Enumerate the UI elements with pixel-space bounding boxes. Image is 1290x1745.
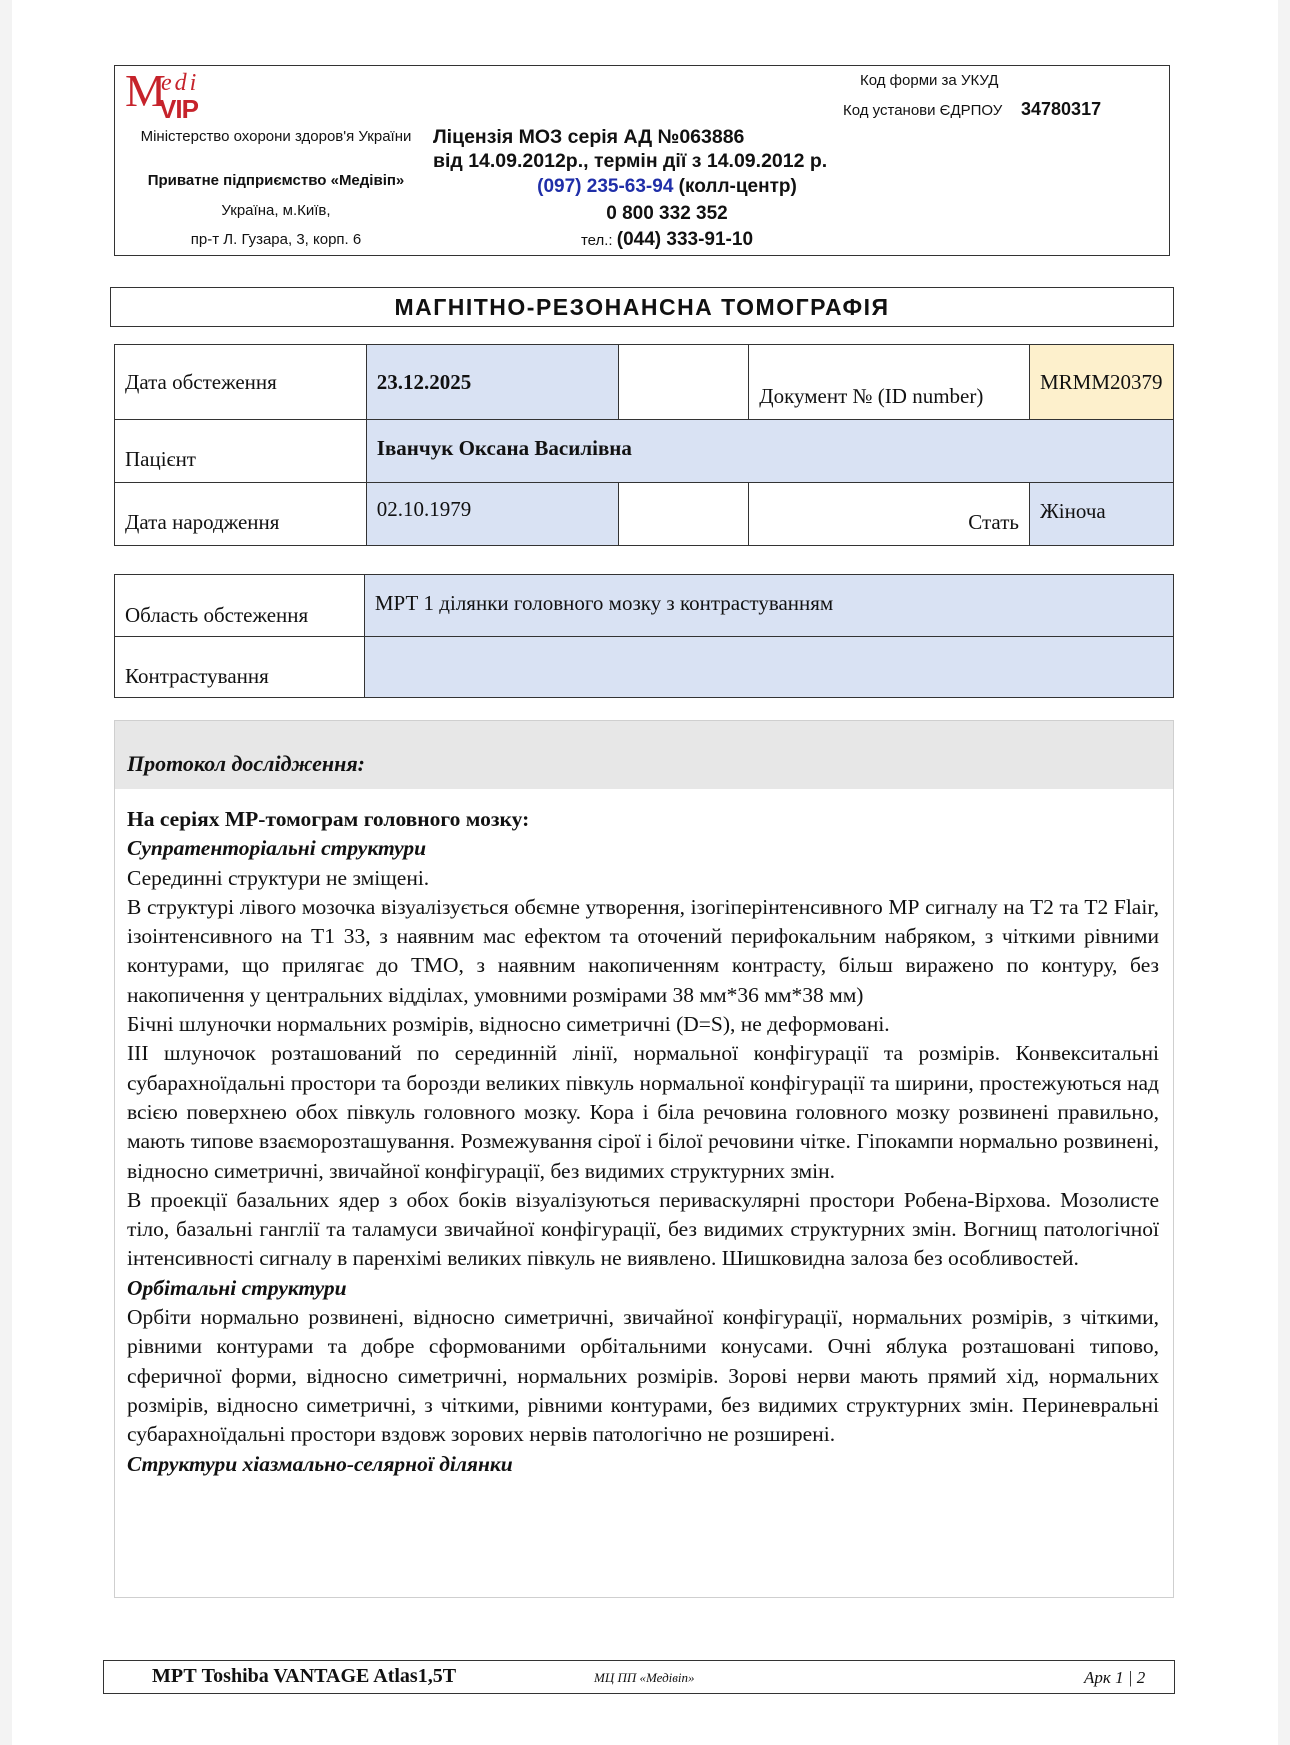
empty-cell: [618, 483, 749, 546]
phone-free[interactable]: 0 800 332 352: [606, 203, 728, 224]
paragraph: ІІІ шлуночок розташований по серединній лінії, нормальної конфігурації та розмірів. Конвекситальні субарахноїдальні простори та борозди великих півкуль нормальної конфігурації та ширини, простежуються над всією поверхнею обох півкуль головного мозку. Кора і біла речовина головного мозку розвинені правильно, мають типове взаєморозташування. Розмежування сірої і білої речовини чітке. Гіпокампи нормально розвинені, відносно симетричні, звичайної конфігурації, без видимих структурних змін.: [127, 1041, 1159, 1183]
exam-area-label: Область обстеження: [115, 575, 365, 637]
protocol-section: [114, 720, 1174, 1598]
protocol-intro: На серіях МР-томограм головного мозку:: [127, 807, 530, 831]
protocol-body: [127, 805, 1159, 1479]
phone-city[interactable]: (044) 333-91-10: [616, 229, 754, 250]
paragraph: В проекції базальних ядер з обох боків візуалізуються периваскулярні простори Робена-Вірхова. Мозолисте тіло, базальні ганглії та таламуси звичайної конфігурації, без видимих структурних змін. Вогнищ патологічної інтенсивності сигналу в паренхімі великих півкуль не виявлено. Шишковидна залоза без особливостей.: [127, 1187, 1159, 1271]
paragraph: В структурі лівого мозочка візуалізується обємне утворення, ізогіперінтенсивного МР сигналу на Т2 та Т2 Flair, ізоінтенсивного на Т1 33, з наявним мас ефектом та оточений перифокальним набряком, з чіткими рівними контурами, що прилягає до ТМО, з наявним накопиченням контрасту, більш виражено по контуру, без накопичення у центральних відділах, умовними розмірами 38 мм*36 мм*38 мм): [127, 894, 1159, 1007]
phone-mobile-line: [437, 176, 897, 198]
exam-date-value: 23.12.2025: [366, 345, 618, 420]
device-name: МРТ Toshiba VANTAGE Atlas1,5Т: [152, 1665, 457, 1687]
medivip-logo: M edi VIP: [125, 65, 200, 124]
ministry-text: Міністерство охорони здоров'я України: [140, 128, 412, 145]
paragraph: Серединні структури не зміщені.: [127, 865, 430, 890]
section-heading-orbital: Орбітальні структури: [127, 1275, 347, 1300]
page-footer: [103, 1660, 1175, 1694]
document-title: МАГНІТНО-РЕЗОНАНСНА ТОМОГРАФІЯ: [110, 287, 1174, 327]
patient-label: Пацієнт: [115, 420, 367, 483]
edrpou-value: 34780317: [1021, 99, 1102, 119]
phone-city-label: тел.:: [580, 232, 617, 249]
company-name: Приватне підприємство «Медівіп»: [147, 172, 405, 189]
paragraph: Орбіти нормально розвинені, відносно симетричні, звичайної конфігурації, нормальних розмірів, з чіткими, рівними контурами та добре сформованими орбітальними конусами. Очні яблука розташовані типово, сферичної форми, відносно симетричні, нормальних розмірів. Зорові нерви мають прямий хід, нормальних розмірів, відносно симетричні, з чіткими, рівними контурами, без видимих структурних змін. Периневральні субарахноїдальні простори вздовж зорових нервів патологічно не розширені.: [127, 1305, 1159, 1447]
center-name: МЦ ПП «Медівіп»: [594, 1670, 695, 1685]
phone-city-line: [437, 229, 897, 251]
contrast-label: Контрастування: [115, 637, 365, 698]
protocol-heading: Протокол дослідження:: [127, 751, 365, 776]
sex-label: Стать: [749, 483, 1030, 546]
section-heading-supratentorial: Супратенторіальні структури: [127, 836, 427, 861]
dob-value: 02.10.1979: [366, 483, 618, 546]
protocol-header: [115, 721, 1173, 789]
license-line-1: Ліцензія МОЗ серія АД №063886: [433, 126, 745, 148]
phone-mobile-note: (колл-центр): [673, 176, 797, 197]
paragraph: Бічні шлуночки нормальних розмірів, відносно симетричні (D=S), не деформовані.: [127, 1012, 890, 1037]
dob-label: Дата народження: [115, 483, 367, 546]
header-box: [114, 65, 1170, 256]
page-number: Арк 1 | 2: [1084, 1668, 1146, 1687]
exam-area-value: МРТ 1 ділянки головного мозку з контрастуванням: [364, 575, 1173, 637]
edrpou-label: Код установи ЄДРПОУ: [843, 102, 1003, 119]
license-line-2: від 14.09.2012р., термін дії з 14.09.2012 р.: [433, 150, 828, 172]
phone-mobile[interactable]: (097) 235-63-94: [537, 176, 674, 197]
address: пр-т Л. Гузара, 3, корп. 6: [190, 231, 362, 248]
patient-table: [114, 344, 1174, 546]
patient-name: Іванчук Оксана Василівна: [366, 420, 1173, 483]
doc-id-value: MRMM20379: [1029, 345, 1173, 420]
doc-id-label: Документ № (ID number): [749, 345, 1030, 420]
document-page: [12, 0, 1278, 1745]
empty-cell: [618, 345, 749, 420]
contrast-value: [364, 637, 1173, 698]
exam-date-label: Дата обстеження: [115, 345, 367, 420]
exam-table: [114, 574, 1174, 698]
country-city: Україна, м.Київ,: [221, 202, 331, 219]
sex-value: Жіноча: [1029, 483, 1173, 546]
section-heading-chiasm: Структури хіазмально-селярної ділянки: [127, 1451, 513, 1476]
form-code-label: Код форми за УКУД: [860, 72, 999, 89]
